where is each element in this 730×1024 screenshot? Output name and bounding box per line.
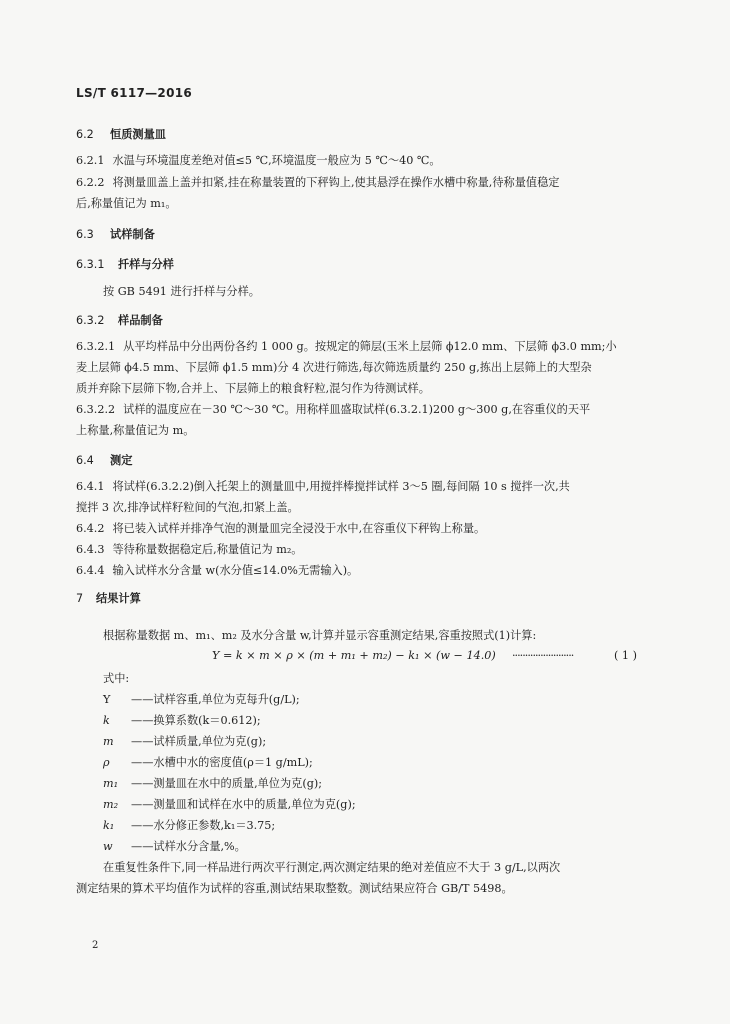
legend-symbol: m₂	[103, 798, 119, 811]
formula-number: ( 1 )	[614, 649, 637, 662]
calculation-intro: 根据称量数据 m、m₁、m₂ 及水分含量 w,计算并显示容重测定结果,容重按照式(1)计算:	[103, 629, 537, 642]
clause-6-3-2-2-line2: 上称量,称量值记为 m。	[76, 424, 195, 437]
legend-description: ——水分修正参数,k₁＝3.75;	[131, 819, 276, 832]
clause-6-4-3	[76, 539, 303, 560]
section-number: 6.3.1	[76, 258, 105, 271]
section-title: 试样制备	[110, 228, 155, 241]
legend-description: ——换算系数(k＝0.612);	[131, 714, 261, 727]
legend-item	[103, 710, 261, 731]
clause-6-3-2-1-line2: 麦上层筛 ϕ4.5 mm、下层筛 ϕ1.5 mm)分 4 次进行筛选,每次筛选质量约 250 g,拣出上层筛上的大型杂	[76, 361, 592, 374]
clause-6-4-1-line2: 搅拌 3 次,排净试样籽粒间的气泡,扣紧上盖。	[76, 501, 299, 514]
legend-item	[103, 689, 300, 710]
section-heading-6-4	[76, 452, 132, 468]
clause-number: 6.2.1	[76, 154, 105, 167]
clause-text: 将已装入试样并排净气泡的测量皿完全浸没于水中,在容重仪下秤钩上称量。	[112, 522, 486, 535]
clause-6-2-2-continued: 后,称量值记为 m₁。	[76, 197, 177, 210]
section-number: 6.2	[76, 128, 94, 141]
clause-6-3-2-2	[76, 399, 590, 420]
legend-symbol: m₁	[103, 777, 119, 790]
subsection-heading-6-3-1	[76, 256, 174, 272]
clause-text: 等待称量数据稳定后,称量值记为 m₂。	[112, 543, 303, 556]
legend-description: ——试样水分含量,%。	[131, 840, 246, 853]
clause-number: 6.2.2	[76, 176, 105, 189]
section-heading-7	[76, 590, 141, 606]
legend-description: ——测量皿和试样在水中的质量,单位为克(g);	[131, 798, 356, 811]
legend-item	[103, 815, 275, 836]
section-heading-6-2	[76, 126, 166, 142]
legend-symbol: w	[103, 840, 113, 853]
clause-text-line1: 从平均样品中分出两份各约 1 000 g。按规定的筛层(玉米上层筛 ϕ12.0 mm、下层筛 ϕ3.0 mm;小	[123, 340, 617, 353]
clause-6-3-1-text: 按 GB 5491 进行扦样与分样。	[103, 285, 260, 298]
section-title: 结果计算	[96, 592, 141, 605]
where-label: 式中:	[103, 672, 130, 685]
legend-item	[103, 773, 322, 794]
clause-text-line1: 试样的温度应在－30 ℃～30 ℃。用称样皿盛取试样(6.3.2.1)200 g～300 g,在容重仪的天平	[123, 403, 591, 416]
clause-6-4-2	[76, 518, 485, 539]
legend-symbol: k	[103, 714, 110, 727]
legend-item	[103, 731, 266, 752]
legend-item	[103, 794, 356, 815]
legend-symbol: Y	[103, 693, 111, 706]
clause-text-line1: 将测量皿盖上盖并扣紧,挂在称量装置的下秤钩上,使其悬浮在操作水槽中称量,待称量值稳定	[112, 176, 560, 189]
section-title: 扦样与分样	[118, 258, 174, 271]
page-number: 2	[92, 940, 99, 951]
clause-6-4-1	[76, 476, 570, 497]
repeatability-text-line2: 测定结果的算术平均值作为试样的容重,测试结果取整数。测试结果应符合 GB/T 5498。	[76, 882, 513, 895]
clause-number: 6.3.2.1	[76, 340, 116, 353]
section-number: 6.3	[76, 228, 94, 241]
clause-text: 输入试样水分含量 w(水分值≤14.0%无需输入)。	[112, 564, 359, 577]
repeatability-text-line1: 在重复性条件下,同一样品进行两次平行测定,两次测定结果的绝对差值应不大于 3 g/L,以两次	[103, 861, 561, 874]
legend-symbol: k₁	[103, 819, 115, 832]
clause-6-4-4	[76, 560, 358, 581]
clause-text-line1: 将试样(6.3.2.2)倒入托架上的测量皿中,用搅拌棒搅拌试样 3～5 圈,每间隔 10 s 搅拌一次,共	[112, 480, 570, 493]
section-heading-6-3	[76, 226, 155, 242]
section-title: 样品制备	[118, 314, 163, 327]
clause-6-2-1	[76, 150, 441, 171]
clause-6-2-2	[76, 172, 559, 193]
subsection-heading-6-3-2	[76, 312, 163, 328]
legend-description: ——试样容重,单位为克每升(g/L);	[131, 693, 300, 706]
formula-leader-dots: ························	[512, 649, 574, 662]
legend-symbol: ρ	[103, 756, 110, 769]
section-title: 测定	[110, 454, 133, 467]
clause-6-3-2-1-line3: 质并弃除下层筛下物,合并上、下层筛上的粮食籽粒,混匀作为待测试样。	[76, 382, 430, 395]
clause-number: 6.3.2.2	[76, 403, 116, 416]
section-number: 7	[76, 592, 84, 605]
clause-number: 6.4.2	[76, 522, 105, 535]
section-number: 6.4	[76, 454, 94, 467]
formula-expression: Y = k × m × ρ × (m + m₁ + m₂) − k₁ × (w − 14.0)	[212, 649, 496, 662]
section-title: 恒质测量皿	[110, 128, 166, 141]
legend-symbol: m	[103, 735, 114, 748]
legend-item	[103, 836, 246, 857]
legend-item	[103, 752, 313, 773]
clause-text: 水温与环境温度差绝对值≤5 ℃,环境温度一般应为 5 ℃～40 ℃。	[112, 154, 441, 167]
standard-code-header: LS/T 6117—2016	[76, 86, 193, 100]
legend-description: ——试样质量,单位为克(g);	[131, 735, 267, 748]
clause-6-3-2-1	[76, 336, 617, 357]
clause-number: 6.4.4	[76, 564, 105, 577]
legend-description: ——测量皿在水中的质量,单位为克(g);	[131, 777, 323, 790]
legend-description: ——水槽中水的密度值(ρ＝1 g/mL);	[131, 756, 313, 769]
clause-number: 6.4.3	[76, 543, 105, 556]
section-number: 6.3.2	[76, 314, 105, 327]
clause-number: 6.4.1	[76, 480, 105, 493]
